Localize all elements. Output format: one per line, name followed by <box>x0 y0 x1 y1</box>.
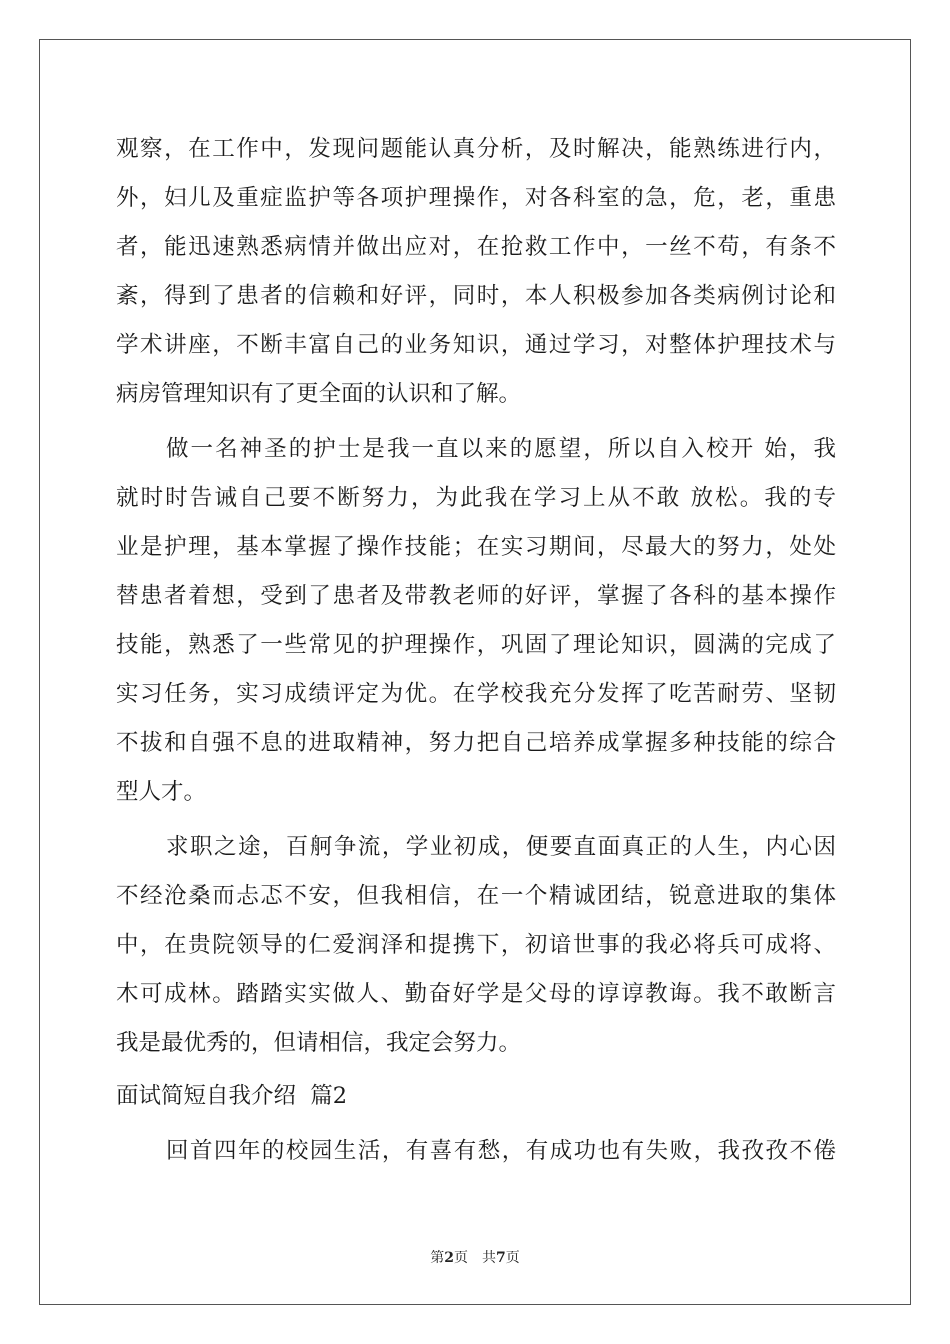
total-suffix: 页 <box>505 1250 520 1266</box>
text-line: 学术讲座，不断丰富自己的业务知识，通过学习，对整体护理技术与 <box>116 332 836 358</box>
page-prefix: 第 <box>430 1250 445 1266</box>
text-line: 观察，在工作中，发现问题能认真分析，及时解决，能熟练进行内， <box>116 136 836 162</box>
text-line: 紊，得到了患者的信赖和好评，同时，本人积极参加各类病例讨论和 <box>116 283 836 309</box>
text-line: 求职之途，百舸争流，学业初成，便要直面真正的人生，内心因 <box>166 834 836 860</box>
text-line: 型人才。 <box>116 779 207 805</box>
text-line: 病房管理知识有了更全面的认识和了解。 <box>116 381 522 407</box>
text-line: 木可成林。踏踏实实做人、勤奋好学是父母的谆谆教诲。我不敢断言 <box>116 981 836 1007</box>
total-pages: 7 <box>496 1250 506 1266</box>
page-footer <box>0 1248 950 1268</box>
text-line: 不经沧桑而忐忑不安，但我相信，在一个精诚团结，锐意进取的集体 <box>116 883 836 909</box>
text-line: 不拔和自强不息的进取精神，努力把自己培养成掌握多种技能的综合 <box>116 730 836 756</box>
text-line: 者，能迅速熟悉病情并做出应对，在抢救工作中，一丝不苟，有条不 <box>116 234 836 260</box>
text-line: 替患者着想，受到了患者及带教老师的好评，掌握了各科的基本操作 <box>116 583 836 609</box>
text-line: 实习任务，实习成绩评定为优。在学校我充分发挥了吃苦耐劳、坚韧 <box>116 681 836 707</box>
text-line: 做一名神圣的护士是我一直以来的愿望，所以自入校开 始，我 <box>166 436 836 462</box>
text-line: 中，在贵院领导的仁爱润泽和提携下，初谙世事的我必将兵可成将、 <box>116 932 836 958</box>
text-line: 我是最优秀的，但请相信，我定会努力。 <box>116 1030 522 1056</box>
text-line: 技能，熟悉了一些常见的护理操作，巩固了理论知识，圆满的完成了 <box>116 632 836 658</box>
text-line: 回首四年的校园生活，有喜有愁，有成功也有失败，我孜孜不倦 <box>166 1138 836 1164</box>
page-suffix: 页 <box>454 1250 468 1266</box>
text-line: 就时时告诫自己要不断努力，为此我在学习上从不敢 放松。我的专 <box>116 485 836 511</box>
page-number: 2 <box>444 1250 454 1266</box>
section-heading: 面试简短自我介绍 篇2 <box>116 1083 348 1109</box>
text-line: 外，妇儿及重症监护等各项护理操作，对各科室的急，危，老，重患 <box>116 185 836 211</box>
total-prefix: 共 <box>482 1250 496 1266</box>
text-line: 业是护理，基本掌握了操作技能；在实习期间，尽最大的努力，处处 <box>116 534 836 560</box>
